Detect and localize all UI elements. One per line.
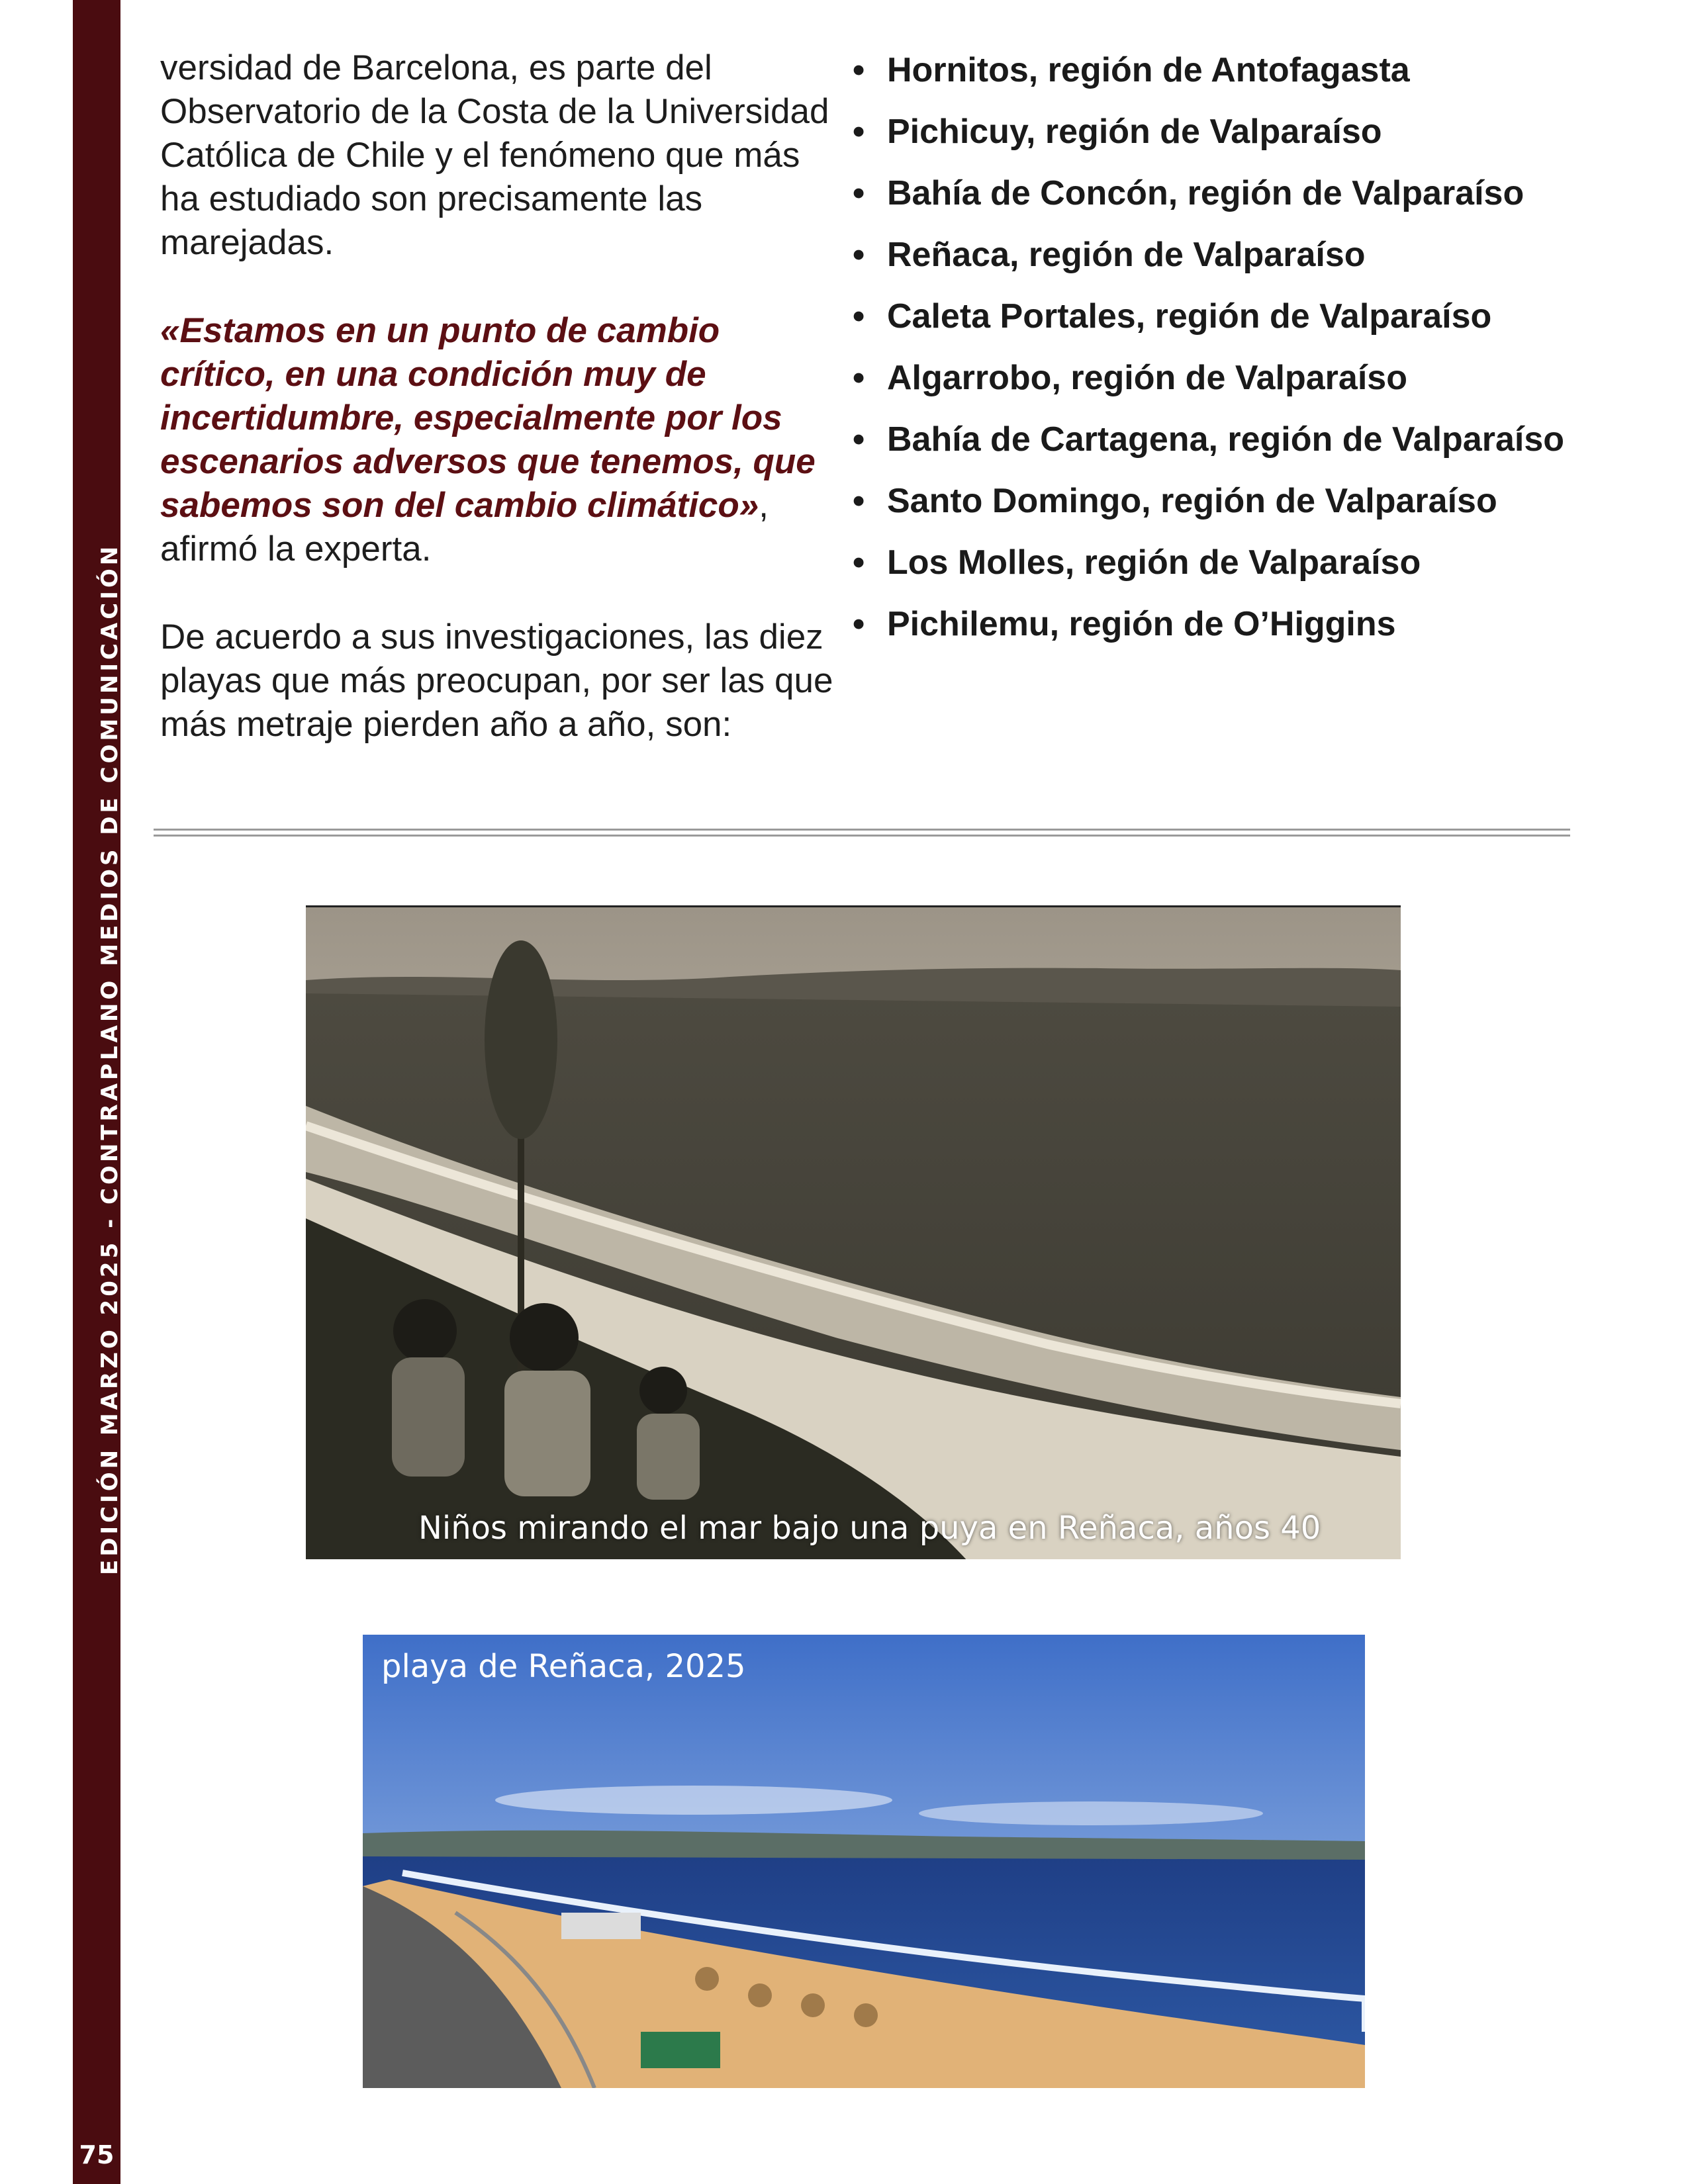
- beach-list-item: • Pichicuy, región de Valparaíso: [850, 101, 1611, 163]
- edition-label: EDICIÓN MARZO 2025 - CONTRAPLANO MEDIOS DE COMUNICACIÓN: [97, 543, 123, 1575]
- historic-beach-photo: [306, 905, 1401, 1559]
- beach-list: [850, 40, 1611, 655]
- beach-list-item: • Algarrobo, región de Valparaíso: [850, 347, 1611, 409]
- beach-list-item: • Bahía de Concón, región de Valparaíso: [850, 163, 1611, 224]
- section-divider: [154, 829, 1570, 837]
- modern-photo-illustration: [363, 1635, 1365, 2088]
- quote-attribution: , afirmó la experta.: [160, 486, 769, 569]
- beach-list-item: • Pichilemu, región de O’Higgins: [850, 594, 1611, 655]
- beach-list-item: • Los Molles, región de Valparaíso: [850, 532, 1611, 594]
- beach-list-item: • Santo Domingo, región de Valparaíso: [850, 471, 1611, 532]
- beaches-intro-paragraph: De acuerdo a sus investigaciones, las diez playas que más preocupan, por ser las que más metraje pierden año a año, son:: [160, 617, 833, 744]
- beach-list-item: • Reñaca, región de Valparaíso: [850, 224, 1611, 286]
- quote-paragraph: [160, 309, 842, 571]
- left-column: [160, 46, 842, 747]
- modern-photo-caption: playa de Reñaca, 2025: [381, 1648, 746, 1685]
- beach-list-item: • Caleta Portales, región de Valparaíso: [850, 286, 1611, 347]
- historic-photo-illustration: [306, 907, 1401, 1559]
- beach-list-item: • Hornitos, región de Antofagasta: [850, 40, 1611, 101]
- page-number: 75: [79, 2140, 115, 2169]
- historic-photo-caption: Niños mirando el mar bajo una puya en Reñaca, años 40: [418, 1510, 1321, 1547]
- expert-quote: «Estamos en un punto de cambio crítico, en una condición muy de incertidumbre, especialmente por los escenarios adversos que tenemos, que sabemos son del cambio climático»: [160, 311, 816, 525]
- intro-paragraph: versidad de Barcelona, es parte del Observatorio de la Costa de la Universidad Católica de Chile y el fenómeno que más ha estudiado son precisamente las marejadas.: [160, 48, 829, 262]
- modern-beach-photo: [363, 1635, 1365, 2088]
- beach-list-item: • Bahía de Cartagena, región de Valparaíso: [850, 409, 1611, 471]
